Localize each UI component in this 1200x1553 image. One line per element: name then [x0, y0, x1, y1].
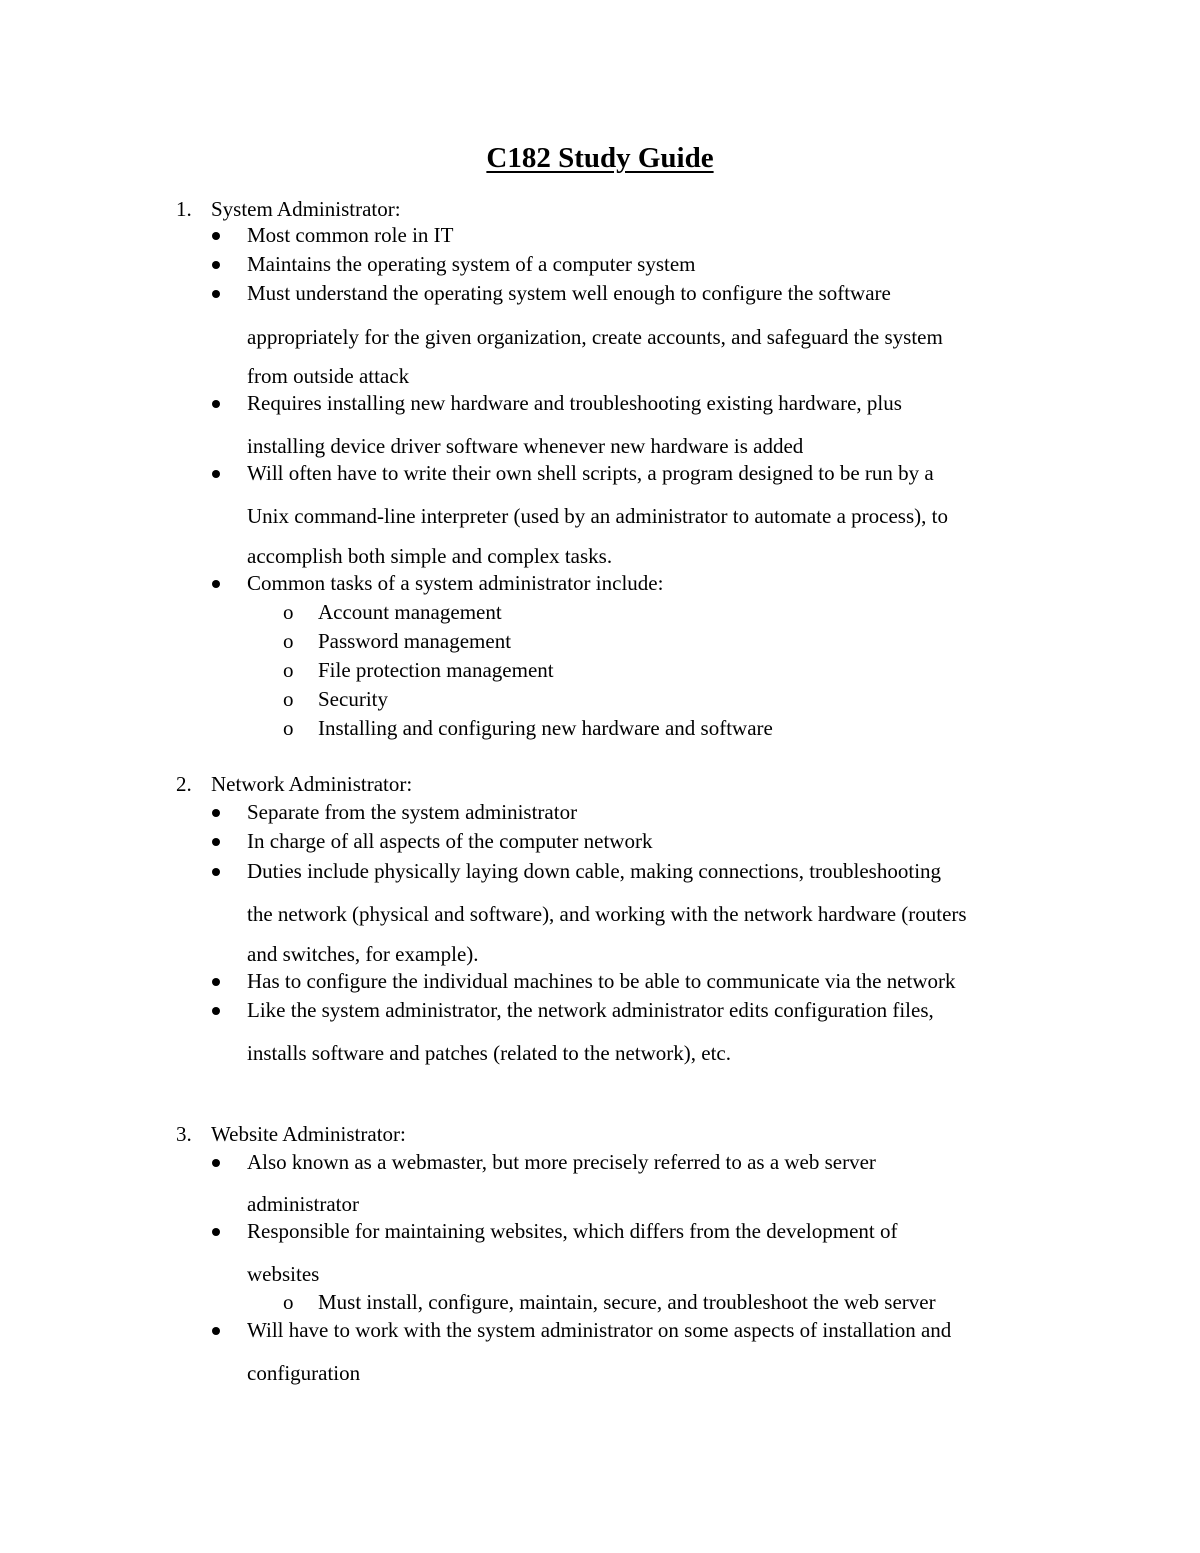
section-2-line: Like the system administrator, the network administrator edits configuration files,: [247, 998, 934, 1022]
sub-bullet-icon: o: [283, 629, 294, 653]
section-1-subitem: File protection management: [318, 658, 554, 682]
section-1-line: Maintains the operating system of a computer system: [247, 252, 696, 276]
section-3-number: 3.: [176, 1122, 192, 1146]
sub-bullet-icon: o: [283, 687, 294, 711]
bullet-icon: [212, 400, 220, 408]
bullet-icon: [212, 1007, 220, 1015]
bullet-icon: [212, 290, 220, 298]
bullet-icon: [212, 261, 220, 269]
section-2-line: Separate from the system administrator: [247, 800, 578, 824]
bullet-icon: [212, 809, 220, 817]
section-3-line: configuration: [247, 1361, 361, 1385]
bullet-icon: [212, 868, 220, 876]
bullet-icon: [212, 1327, 220, 1335]
section-1-line: Will often have to write their own shell scripts, a program designed to be run by a: [247, 461, 934, 485]
section-2-line: In charge of all aspects of the computer network: [247, 829, 653, 853]
section-3-line: Responsible for maintaining websites, which differs from the development of: [247, 1219, 898, 1243]
section-3-line: Also known as a webmaster, but more precisely referred to as a web server: [247, 1150, 876, 1174]
section-3-heading: Website Administrator:: [211, 1122, 406, 1146]
bullet-icon: [212, 470, 220, 478]
bullet-icon: [212, 1228, 220, 1236]
section-1-line: Most common role in IT: [247, 223, 454, 247]
section-2-line: Has to configure the individual machines to be able to communicate via the network: [247, 969, 956, 993]
section-1-line: Requires installing new hardware and troubleshooting existing hardware, plus: [247, 391, 902, 415]
section-1-subitem: Installing and configuring new hardware and software: [318, 716, 773, 740]
section-2-heading: Network Administrator:: [211, 772, 413, 796]
sub-bullet-icon: o: [283, 1290, 294, 1314]
bullet-icon: [212, 580, 220, 588]
sub-bullet-icon: o: [283, 600, 294, 624]
bullet-icon: [212, 232, 220, 240]
section-3-subitem: Must install, configure, maintain, secure, and troubleshoot the web server: [318, 1290, 936, 1314]
sub-bullet-icon: o: [283, 716, 294, 740]
section-2-line: Duties include physically laying down cable, making connections, troubleshooting: [247, 859, 942, 883]
section-3-line: Will have to work with the system administrator on some aspects of installation and: [247, 1318, 952, 1342]
section-1-line: Must understand the operating system well enough to configure the software: [247, 281, 891, 305]
section-2-line: and switches, for example).: [247, 942, 479, 966]
section-1-line: Unix command-line interpreter (used by an administrator to automate a process), to: [247, 504, 948, 528]
section-1-heading: System Administrator:: [211, 197, 401, 221]
section-1-number: 1.: [176, 197, 192, 221]
section-1-line: accomplish both simple and complex tasks.: [247, 544, 613, 568]
section-3-line: websites: [247, 1262, 320, 1286]
section-1-line: from outside attack: [247, 364, 410, 388]
section-1-subitem: Security: [318, 687, 388, 711]
section-1-subitem: Account management: [318, 600, 502, 624]
document-title: C182 Study Guide: [486, 142, 714, 174]
section-2-number: 2.: [176, 772, 192, 796]
sub-bullet-icon: o: [283, 658, 294, 682]
bullet-icon: [212, 1159, 220, 1167]
bullet-icon: [212, 838, 220, 846]
section-1-line: installing device driver software whenever new hardware is added: [247, 434, 804, 458]
section-1-line: appropriately for the given organization, create accounts, and safeguard the system: [247, 325, 943, 349]
section-2-line: installs software and patches (related to the network), etc.: [247, 1041, 731, 1065]
section-2-line: the network (physical and software), and working with the network hardware (routers: [247, 902, 967, 926]
bullet-icon: [212, 978, 220, 986]
section-1-subitem: Password management: [318, 629, 512, 653]
section-1-line: Common tasks of a system administrator include:: [247, 571, 664, 595]
section-3-line: administrator: [247, 1192, 359, 1216]
